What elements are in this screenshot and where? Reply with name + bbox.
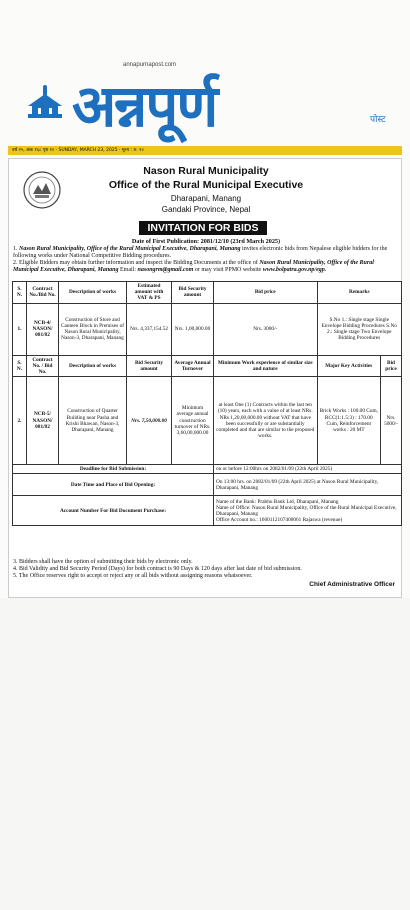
cell-remarks: S.No 1.: Single stage Single Envelope Bidding Procedures S.No 2.: Single stage Two Envelope Bidding Procedures xyxy=(317,303,401,355)
cell-bid-security: Nrs. 1,00,000.00 xyxy=(172,303,214,355)
opening-row xyxy=(13,474,402,496)
cell-work-experience: at least One (1) Contracts within the last ten (10) years, each with a value of at least NRs. NRs 1,20,00,000.00 without VAT that have been successfully or are substantially completed and that are similar to the proposed works. xyxy=(214,377,318,465)
paragraph-1: 1. Nason Rural Municipality, Office of the Rural Municipal Executive, Dharapani, Manang invites electronic bids from Nepalese eligible bidders for the following works under National Competitive Bidding procedures. xyxy=(13,246,388,259)
table1-row xyxy=(13,303,402,355)
bid-notice xyxy=(8,158,402,598)
cell-contract-no: NCB-4/ NASON/ 081/82 xyxy=(27,303,59,355)
opening-label: Date Time and Place of Bid Opening: xyxy=(13,474,214,496)
header-sn: S. N. xyxy=(13,282,27,304)
office-name: Office of the Rural Municipal Executive xyxy=(108,179,304,191)
account-bank-line: Name of the Bank: Prabhu Bank Ltd, Dharapani, Manang xyxy=(216,498,339,505)
deadline-row xyxy=(13,465,402,474)
deadline-label: Deadline for Bid Submission: xyxy=(13,465,214,474)
cell-sn: 2. xyxy=(13,377,27,465)
newspaper-url: annapurnapost.com xyxy=(123,62,177,68)
signature: Chief Administrative Officer xyxy=(309,581,395,588)
header-description: Description of works xyxy=(59,282,127,304)
table2-row xyxy=(13,377,402,465)
cell-bid-security: Nrs. 7,50,000.00 xyxy=(127,377,172,465)
masthead xyxy=(20,70,400,140)
ppmo-website-link[interactable]: www.bolpatra.gov.np/egp. xyxy=(262,267,327,273)
header-estimated-amount: Estimated amount with VAT & PS xyxy=(127,282,172,304)
note-item: 3. Bidders shall have the option of submitting their bids by electronic only. xyxy=(13,559,193,565)
account-number-line: Office Account no.: 1600112107400061 Rajaswa (revenue) xyxy=(216,517,343,524)
notice-heading: INVITATION FOR BIDS xyxy=(139,221,267,235)
account-label: Account Number For Bid Document Purchase: xyxy=(13,496,214,526)
cell-estimated-amount: Nrs. 4,337,154.52 xyxy=(127,303,172,355)
cell-annual-turnover: Minimum average annual construction turnover of NRs. 3,60,00,000.00 xyxy=(172,377,214,465)
cell-key-activities: Brick Works : 100.00 Cum, RCC(1:1.5:3) : 170.00 Cum, Reinforcement works : 20 MT xyxy=(317,377,381,465)
deadline-value: on or before 12:00hrs on 2082/01/09 (22th April 2025) xyxy=(214,465,402,474)
office-location: Dharapani, Manang xyxy=(170,194,242,203)
header-bid-price: Bid price xyxy=(381,355,402,377)
cell-bid-price: Nrs. 3000/- xyxy=(214,303,318,355)
bids-table xyxy=(12,281,402,526)
header-remarks: Remarks xyxy=(317,282,401,304)
province: Gandaki Province, Nepal xyxy=(161,205,251,214)
header-bid-security: Bid Security amount xyxy=(127,355,172,377)
cell-sn: 1. xyxy=(13,303,27,355)
header-bid-security: Bid Security amount xyxy=(172,282,214,304)
cell-description: Construction of Quarter Building near Pasha and Krishi Bhawan, Nason-3, Dharapani, Manang xyxy=(59,377,127,465)
cell-description: Construction of Store and Canteen Block in Premises of Nason Rural Municipality, Nason-3, Dharapani, Manang xyxy=(59,303,127,355)
account-row xyxy=(13,496,402,526)
dateline-bar: वर्ष २५, अंक १६८ पृष्ठ १० · SUNDAY, MARCH 23, 2025 · मूल्य : रु. १० xyxy=(8,146,402,155)
notes-list xyxy=(13,559,401,581)
header-key-activities: Major Key Activities xyxy=(317,355,381,377)
header-work-experience: Minimum Work experience of similar size and nature xyxy=(214,355,318,377)
note-item: 5. The Office reserves right to accept or reject any or all bids without assigning reasons whatsoever. xyxy=(13,573,253,580)
email-link[interactable]: nasongrm@gmail.com xyxy=(137,267,194,273)
opening-value: On 13:00 hrs. on 2082/01/09 (22th April 2025) at Nason Rural Municipality, Dharapani, Manang xyxy=(214,474,402,496)
table2-header-row xyxy=(13,355,402,377)
publication-date: Date of First Publication: 2081/12/10 (23rd March 2025) xyxy=(131,238,281,245)
org-name: Nason Rural Municipality xyxy=(143,165,269,177)
para2-org: Nason Rural Municipality, Office of the Rural Municipal Executive, Dharapani, Manang xyxy=(13,260,374,273)
header-bid-price: Bid price xyxy=(214,282,318,304)
paragraph-2: 2. Eligible Bidders may obtain further information and inspect the Bidding Documents at the office of Nason Rural Municipality, Office of the Rural Municipal Executive, Dharapani, Manang Email: nasongrm@gmail.com or may visit PPMO website www.bolpatra.gov.np/egp. xyxy=(13,260,374,273)
account-office-line: Name of Office: Nason Rural Municipality, Office of the Rural Municipal Executive, Dharapani, Manang xyxy=(216,504,397,517)
note-item: 4. Bid Validity and Bid Security Period (Days) for both contract is 90 Days & 120 days after last date of bid submission. xyxy=(13,566,302,573)
cell-contract-no: NCB-5/ NASON/ 081/82 xyxy=(27,377,59,465)
header-contract-no: Contract No./Bid No. xyxy=(27,282,59,304)
header-annual-turnover: Average Annual Turnover xyxy=(172,355,214,377)
masthead-post-tag: पोस्ट xyxy=(370,115,386,125)
cell-bid-price: Nrs. 5000/- xyxy=(381,377,402,465)
temple-emblem-icon xyxy=(24,84,66,124)
header-description: Description of works xyxy=(59,355,127,377)
para1-org: Nason Rural Municipality, Office of the Rural Municipal Executive, Dharapani, Manang xyxy=(19,246,241,252)
table1-header-row xyxy=(13,282,402,304)
header-contract-no: Contract No. / Bid No. xyxy=(27,355,59,377)
masthead-title: अन्नपूर्ण xyxy=(72,72,217,140)
header-sn: S. N. xyxy=(13,355,27,377)
account-details xyxy=(214,496,402,526)
